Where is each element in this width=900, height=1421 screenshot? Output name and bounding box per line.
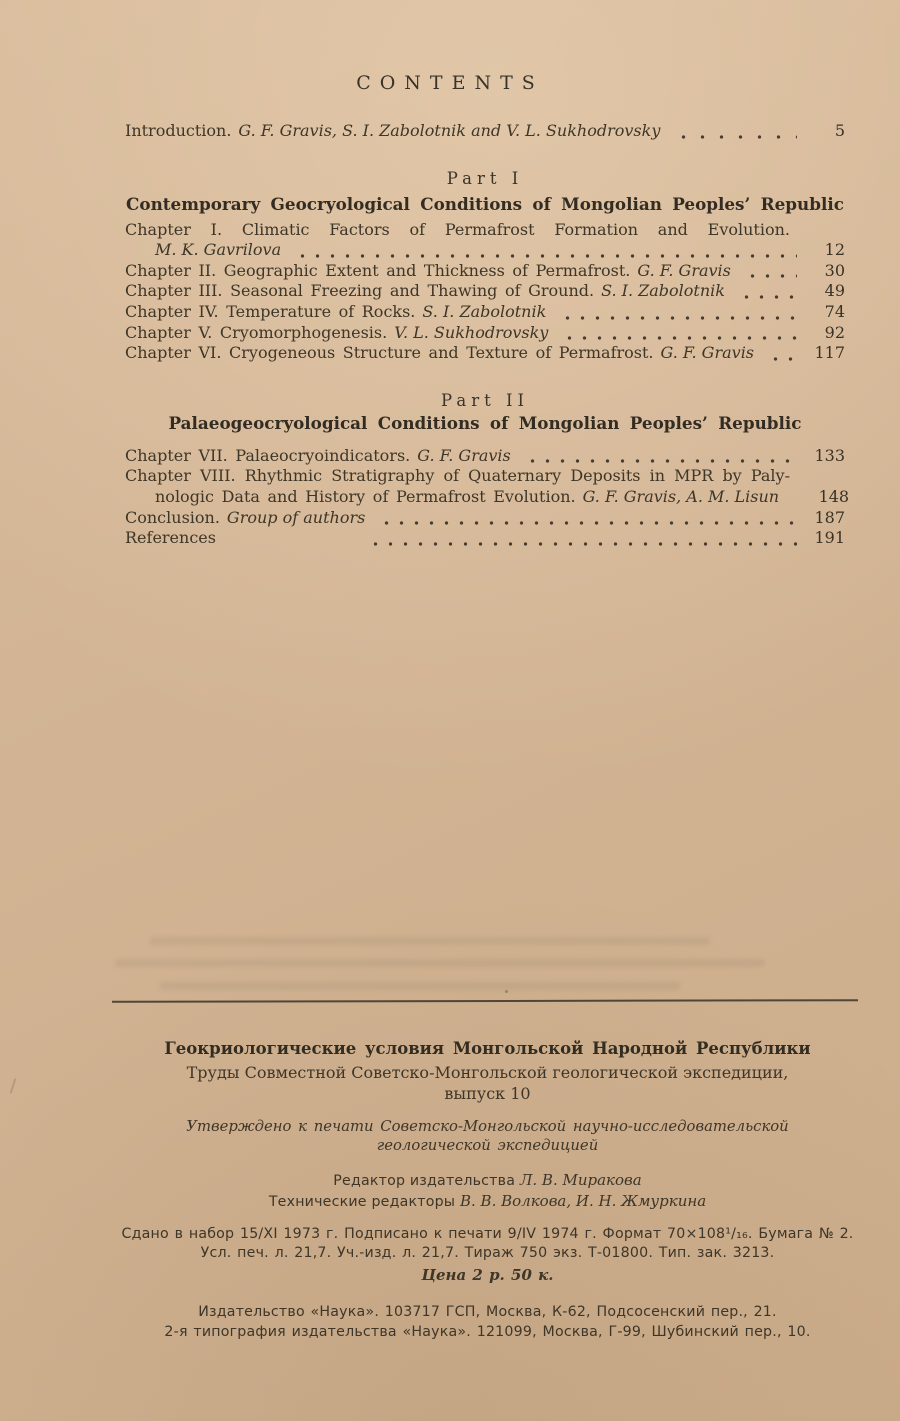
tech-editors-line xyxy=(120,1191,855,1212)
toc-entry-chapter-7 xyxy=(125,446,845,467)
table-of-contents xyxy=(125,121,850,549)
entry-authors: G. F. Gravis xyxy=(637,260,731,280)
entry-authors: G. F. Gravis, S. I. Zabolotnik and V. L. Sukhodrovsky xyxy=(238,121,661,140)
colophon-title: Геокриологические условия Монгольской Народной Республики xyxy=(164,1038,811,1058)
colophon-series: Труды Совместной Советско-Монгольской геологической экспедиции, xyxy=(186,1062,789,1082)
part-2-entries xyxy=(125,445,850,549)
entry-authors: M. K. Gavrilova xyxy=(155,240,282,260)
toc-entry-conclusion xyxy=(125,508,845,529)
dot-leader xyxy=(558,314,797,320)
show-through-mark xyxy=(150,937,710,945)
part-1-subtitle: Contemporary Geocryological Conditions of Mongolian Peoples’ Republic xyxy=(126,193,844,214)
page-number: 74 xyxy=(824,301,845,321)
colophon xyxy=(120,1038,855,1342)
entry-authors: S. I. Zabolotnik xyxy=(422,301,547,321)
contents-title: CONTENTS xyxy=(356,72,544,94)
dot-leader xyxy=(766,355,797,361)
page-number: 30 xyxy=(824,260,845,280)
print-info-line-1: Сдано в набор 15/XI 1973 г. Подписано к печати 9/IV 1974 г. Формат 70×108¹/₁₆. Бумага № 2. xyxy=(121,1225,854,1242)
page-number: 5 xyxy=(834,121,845,140)
publisher-line-1: Издательство «Наука». 103717 ГСП, Москва, К-62, Подсосенский пер., 21. xyxy=(198,1303,777,1320)
part-1-entries xyxy=(125,220,845,364)
toc-entry-chapter-3 xyxy=(125,281,845,302)
editor-name: Л. В. Миракова xyxy=(519,1170,642,1189)
entry-title: Chapter VI. Cryogeneous Structure and Texture of Permafrost. xyxy=(125,343,654,363)
tech-editors-names: В. В. Волкова, И. Н. Жмуркина xyxy=(459,1191,707,1210)
show-through-mark xyxy=(160,982,680,990)
entry-authors: V. L. Sukhodrovsky xyxy=(394,322,549,342)
approved-line-1: Утверждено к печати Советско-Монгольской научно-исследовательской xyxy=(186,1117,789,1135)
dot-leader xyxy=(743,272,797,278)
toc-entry-chapter-5 xyxy=(125,323,845,344)
part-2-subtitle: Palaeogeocryological Conditions of Mongolian Peoples’ Republic xyxy=(168,412,802,433)
entry-title: Chapter II. Geographic Extent and Thickness of Permafrost. xyxy=(125,260,631,280)
entry-authors: G. F. Gravis xyxy=(660,343,755,363)
page-number: 49 xyxy=(824,281,845,301)
entry-label: Conclusion. xyxy=(125,507,220,527)
price-line: Цена 2 р. 50 к. xyxy=(421,1265,554,1284)
entry-title: Chapter III. Seasonal Freezing and Thawing of Ground. xyxy=(125,281,595,301)
toc-entry-chapter-6 xyxy=(125,343,845,364)
entry-title: Chapter VII. Palaeocryoindicators. xyxy=(125,445,411,465)
page-number: 148 xyxy=(818,486,850,506)
editors-block xyxy=(120,1170,855,1212)
page-number: 12 xyxy=(824,240,845,260)
approved-note xyxy=(120,1117,855,1155)
dot-leader xyxy=(560,334,797,340)
publisher-block xyxy=(120,1302,855,1342)
dot-leader xyxy=(366,540,797,546)
page-number: 92 xyxy=(824,322,845,342)
print-info-line-2: Усл. печ. л. 21,7. Уч.-изд. л. 21,7. Тираж 750 экз. Т-01800. Тип. зак. 3213. xyxy=(200,1244,775,1261)
page-number: 191 xyxy=(814,528,845,548)
entry-title: nologic Data and History of Permafrost Evolution. xyxy=(155,486,576,506)
part-2-heading: Part II xyxy=(441,390,529,410)
blank-paper-area xyxy=(0,549,900,1000)
entry-title: Chapter IV. Temperature of Rocks. xyxy=(125,301,416,321)
leader-space xyxy=(791,499,801,505)
dot-leader xyxy=(377,519,797,525)
part-1-heading: Part I xyxy=(446,168,524,188)
editor-line xyxy=(120,1170,855,1191)
approved-line-2: геологической экспедицией xyxy=(376,1136,599,1154)
editor-label: Редактор издательства xyxy=(333,1172,516,1189)
dot-leader xyxy=(672,133,797,139)
toc-entry-chapter-8-line1: Chapter VIII. Rhythmic Stratigraphy of Quaternary Deposits in MPR by Paly- xyxy=(125,466,790,486)
toc-entry-chapter-4 xyxy=(125,302,845,323)
tech-editors-label: Технические редакторы xyxy=(268,1193,456,1210)
entry-title: Chapter V. Cryomorphogenesis. xyxy=(125,322,388,342)
page-number: 187 xyxy=(814,507,845,527)
toc-entry-introduction xyxy=(125,121,845,142)
print-info-block xyxy=(120,1225,855,1285)
publisher-line-2: 2-я типография издательства «Наука». 121099, Москва, Г-99, Шубинский пер., 10. xyxy=(164,1323,811,1340)
toc-entry-chapter-2 xyxy=(125,261,845,282)
dot-leader xyxy=(523,457,797,463)
toc-entry-chapter-1-line1: Chapter I. Climatic Factors of Permafrost Formation and Evolution. xyxy=(125,219,790,239)
dot-leader xyxy=(293,252,797,258)
toc-entry-references xyxy=(125,528,845,549)
entry-label: Introduction. xyxy=(125,121,232,140)
page-number: 117 xyxy=(814,343,845,363)
page-number: 133 xyxy=(814,445,845,465)
entry-authors: G. F. Gravis xyxy=(417,445,511,465)
toc-entry-chapter-1-line2 xyxy=(125,240,845,261)
show-through-mark xyxy=(115,959,765,967)
entry-authors: G. F. Gravis, A. M. Lisun xyxy=(582,486,780,506)
entry-authors: Group of authors xyxy=(226,507,366,527)
dot-leader xyxy=(737,293,797,299)
entry-authors: S. I. Zabolotnik xyxy=(601,281,725,301)
entry-label: References xyxy=(125,528,216,548)
paper-scratch xyxy=(10,1078,17,1094)
toc-entry-chapter-8-line2 xyxy=(125,486,850,508)
colophon-issue: выпуск 10 xyxy=(444,1083,531,1103)
paper-speck xyxy=(505,990,508,993)
